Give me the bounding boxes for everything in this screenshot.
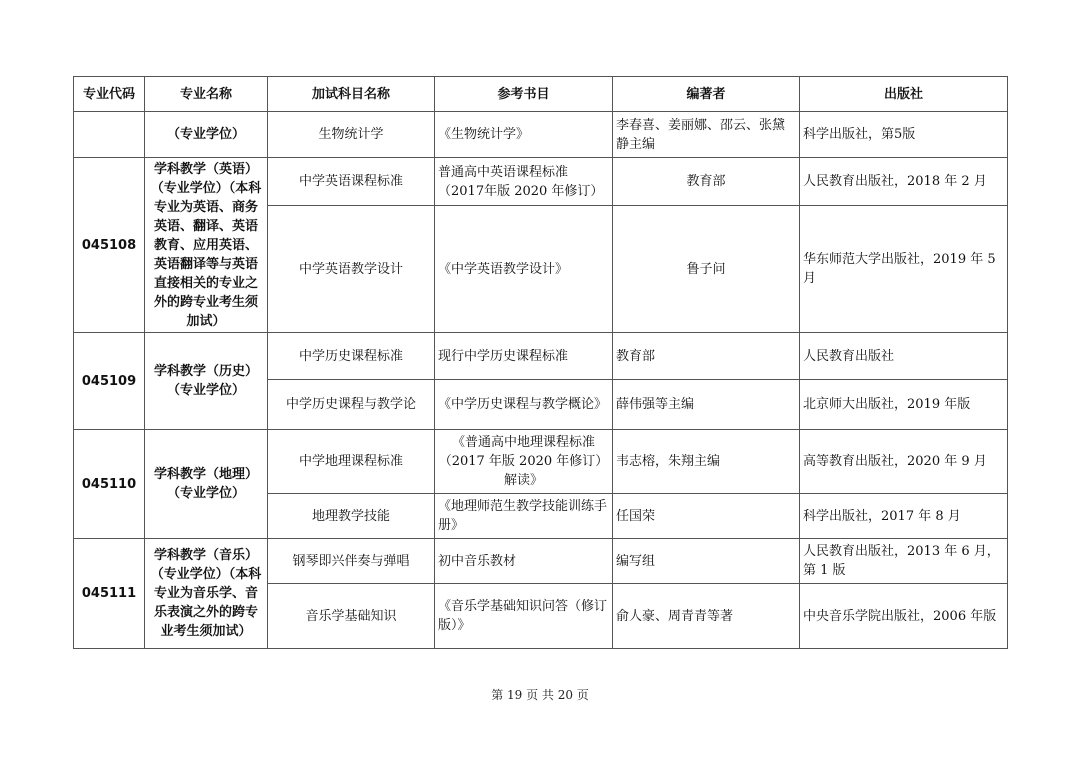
- publisher-cell: 科学出版社，第5版: [800, 112, 1008, 158]
- author-cell: 教育部: [613, 158, 800, 206]
- author-cell: 任国荣: [613, 494, 800, 539]
- book-cell: 《中学历史课程与教学概论》: [435, 380, 613, 430]
- author-cell: 鲁子问: [613, 206, 800, 333]
- publisher-cell: 人民教育出版社，2018 年 2 月: [800, 158, 1008, 206]
- subject-cell: 中学历史课程与教学论: [268, 380, 435, 430]
- subject-cell: 钢琴即兴伴奏与弹唱: [268, 539, 435, 584]
- subject-cell: 中学地理课程标准: [268, 430, 435, 494]
- code-cell: 045108: [74, 158, 145, 333]
- table-row: [74, 158, 1008, 206]
- subject-cell: 生物统计学: [268, 112, 435, 158]
- header-code: 专业代码: [74, 77, 145, 112]
- major-cell: 学科教学（音乐）（专业学位）（本科专业为音乐学、音乐表演之外的跨专业考生须加试）: [145, 539, 268, 649]
- major-cell: 学科教学（历史）（专业学位）: [145, 333, 268, 430]
- publisher-cell: 北京师大出版社，2019 年版: [800, 380, 1008, 430]
- subject-cell: 地理教学技能: [268, 494, 435, 539]
- code-cell: 045111: [74, 539, 145, 649]
- publisher-cell: 人民教育出版社，2013 年 6 月，第 1 版: [800, 539, 1008, 584]
- exam-reference-table: [73, 76, 1008, 649]
- subject-cell: 中学英语课程标准: [268, 158, 435, 206]
- subject-cell: 音乐学基础知识: [268, 584, 435, 649]
- author-cell: 编写组: [613, 539, 800, 584]
- author-cell: 俞人豪、周青青等著: [613, 584, 800, 649]
- book-cell: 现行中学历史课程标准: [435, 333, 613, 380]
- publisher-cell: 高等教育出版社，2020 年 9 月: [800, 430, 1008, 494]
- publisher-cell: 科学出版社，2017 年 8 月: [800, 494, 1008, 539]
- header-book: 参考书目: [435, 77, 613, 112]
- book-cell: 《普通高中地理课程标准（2017 年版 2020 年修订）解读》: [435, 430, 613, 494]
- code-cell: 045110: [74, 430, 145, 539]
- author-cell: 教育部: [613, 333, 800, 380]
- header-subject: 加试科目名称: [268, 77, 435, 112]
- author-cell: 韦志榕，朱翔主编: [613, 430, 800, 494]
- subject-cell: 中学英语教学设计: [268, 206, 435, 333]
- code-cell: 045109: [74, 333, 145, 430]
- publisher-cell: 中央音乐学院出版社，2006 年版: [800, 584, 1008, 649]
- publisher-cell: 华东师范大学出版社，2019 年 5 月: [800, 206, 1008, 333]
- book-cell: 《地理师范生教学技能训练手册》: [435, 494, 613, 539]
- author-cell: 薛伟强等主编: [613, 380, 800, 430]
- major-cell: 学科教学（英语）（专业学位）（本科专业为英语、商务英语、翻译、英语教育、应用英语、英语翻译等与英语直接相关的专业之外的跨专业考生须加试）: [145, 158, 268, 333]
- major-cell: （专业学位）: [145, 112, 268, 158]
- code-cell: [74, 112, 145, 158]
- table-row: [74, 333, 1008, 380]
- header-major: 专业名称: [145, 77, 268, 112]
- table-row: [74, 430, 1008, 494]
- header-row: [74, 77, 1008, 112]
- book-cell: 《生物统计学》: [435, 112, 613, 158]
- book-cell: 初中音乐教材: [435, 539, 613, 584]
- book-cell: 普通高中英语课程标准（2017年版 2020 年修订）: [435, 158, 613, 206]
- major-cell: 学科教学（地理）（专业学位）: [145, 430, 268, 539]
- table-row: [74, 539, 1008, 584]
- table-row: [74, 112, 1008, 158]
- page-footer: 第 19 页 共 20 页: [491, 688, 589, 702]
- subject-cell: 中学历史课程标准: [268, 333, 435, 380]
- publisher-cell: 人民教育出版社: [800, 333, 1008, 380]
- book-cell: 《中学英语教学设计》: [435, 206, 613, 333]
- header-publisher: 出版社: [800, 77, 1008, 112]
- author-cell: 李春喜、姜丽娜、邵云、张黛静主编: [613, 112, 800, 158]
- header-author: 编著者: [613, 77, 800, 112]
- book-cell: 《音乐学基础知识问答（修订版）》: [435, 584, 613, 649]
